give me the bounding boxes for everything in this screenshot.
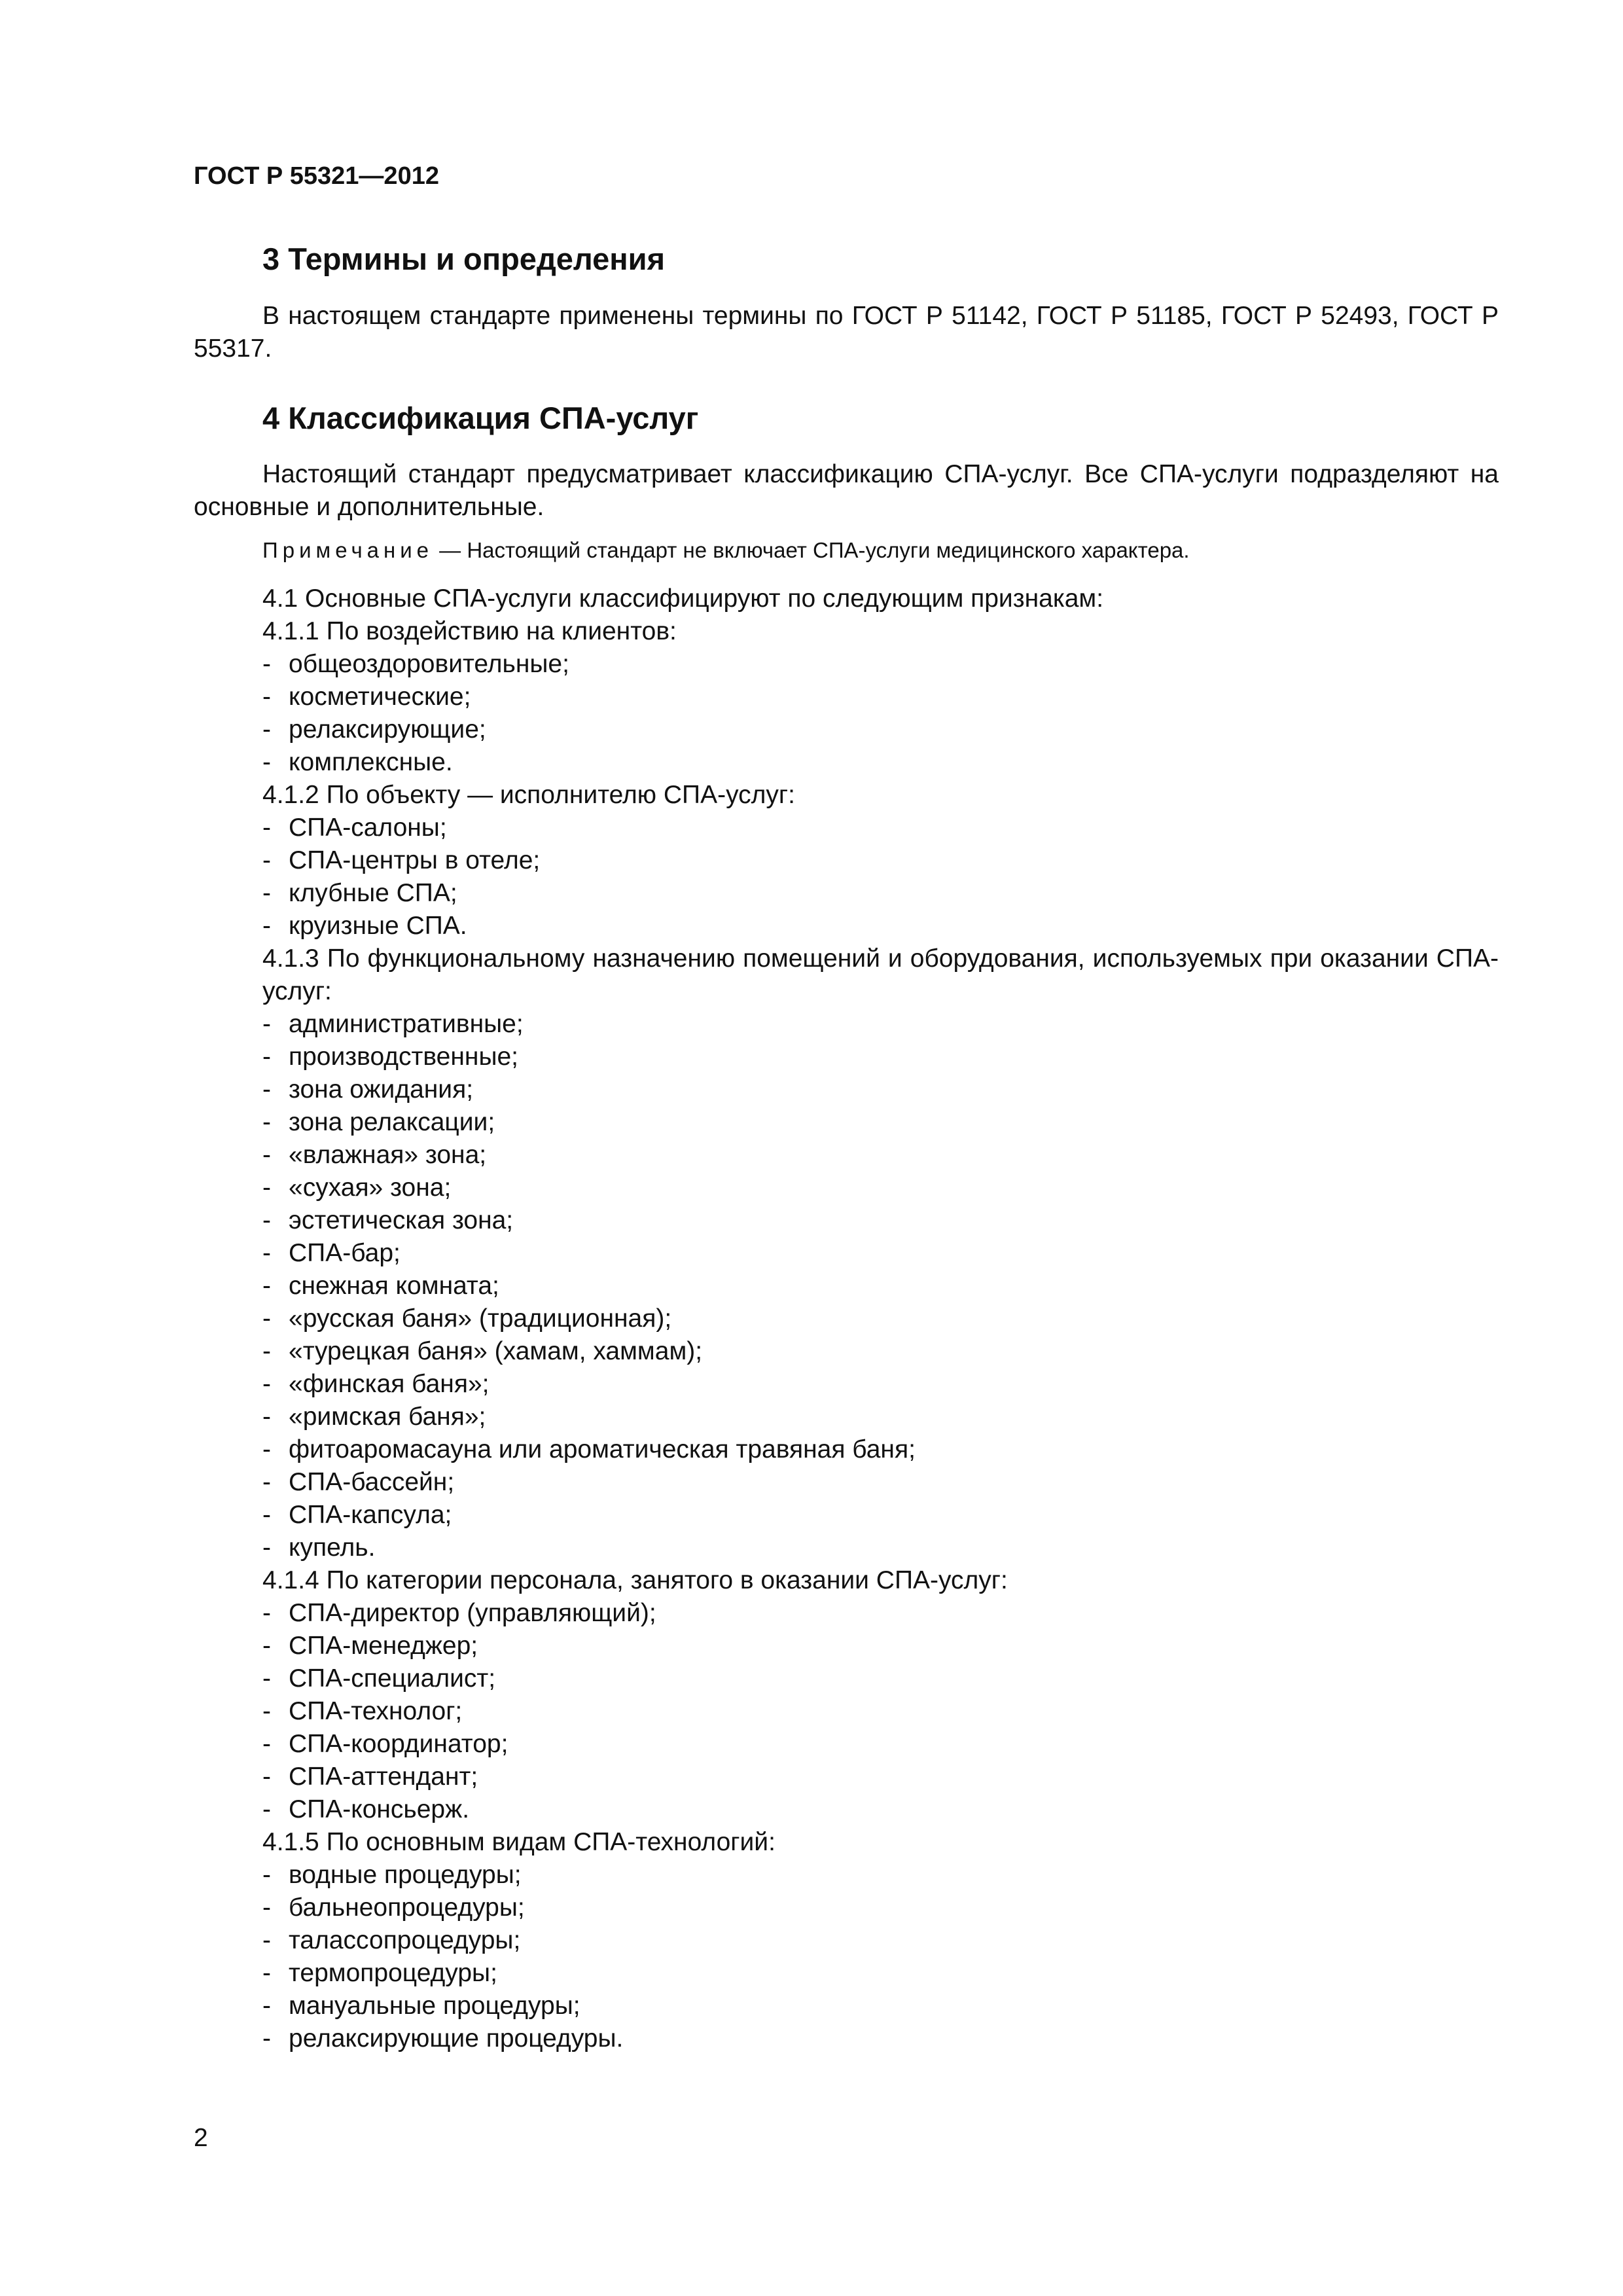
bullet-dash: - [262, 1239, 271, 1267]
note-text: — Настоящий стандарт не включает СПА-услуги медицинского характера. [433, 538, 1190, 562]
bullet-dash: - [262, 1730, 271, 1758]
list-item [194, 1630, 1499, 1662]
bullet-dash: - [262, 1010, 271, 1038]
bullet-dash: - [262, 1304, 271, 1333]
bullet-dash: - [262, 1435, 271, 1463]
bullet-dash: - [262, 683, 271, 711]
bullet-dash: - [262, 1108, 271, 1136]
list-item [194, 1041, 1499, 1073]
clause-4-1-3 [194, 942, 1499, 1008]
list-item-text: мануальные процедуры; [289, 1992, 580, 2020]
bullet-dash: - [262, 650, 271, 678]
list-item [194, 877, 1499, 910]
list-item-text: термопроцедуры; [289, 1959, 497, 1987]
list-item-text: СПА-директор (управляющий); [289, 1599, 656, 1627]
note [262, 538, 1190, 563]
list-item [194, 1433, 1499, 1466]
list-item [194, 1204, 1499, 1237]
list-item [194, 1990, 1499, 2022]
bullet-dash: - [262, 1043, 271, 1071]
list-4-1-5 [194, 1859, 1499, 2055]
list-item [194, 1957, 1499, 1990]
list-item [194, 1466, 1499, 1499]
list-item-text: производственные; [289, 1043, 518, 1071]
list-item-text: косметические; [289, 683, 471, 711]
list-item [194, 1761, 1499, 1793]
list-item [194, 1532, 1499, 1564]
bullet-dash: - [262, 1075, 271, 1103]
bullet-dash: - [262, 1926, 271, 1954]
section-3-paragraph [194, 300, 1499, 365]
bullet-dash: - [262, 879, 271, 907]
bullet-dash: - [262, 1403, 271, 1431]
list-item [194, 1073, 1499, 1106]
list-item-text: фитоаромасауна или ароматическая травяная баня; [289, 1435, 916, 1463]
list-item [194, 910, 1499, 942]
bullet-dash: - [262, 814, 271, 842]
list-item [194, 1172, 1499, 1204]
clause-4-1: 4.1 Основные СПА-услуги классифицируют по следующим признакам: [262, 584, 1104, 613]
list-item-text: СПА-центры в отеле; [289, 846, 541, 874]
list-item [194, 1401, 1499, 1433]
list-item-text: СПА-аттендант; [289, 1763, 478, 1791]
list-item-text: СПА-менеджер; [289, 1632, 478, 1660]
list-item-text: СПА-капсула; [289, 1501, 452, 1529]
list-item-text: СПА-технолог; [289, 1697, 463, 1725]
bullet-dash: - [262, 1763, 271, 1791]
list-item [194, 1695, 1499, 1728]
list-item [194, 746, 1499, 779]
bullet-dash: - [262, 1272, 271, 1300]
bullet-dash: - [262, 715, 271, 744]
list-item-text: круизные СПА. [289, 912, 467, 940]
list-item-text: административные; [289, 1010, 524, 1038]
list-item [194, 1499, 1499, 1532]
bullet-dash: - [262, 1468, 271, 1496]
list-item [194, 1892, 1499, 1924]
bullet-dash: - [262, 1337, 271, 1365]
section-4-intro: Настоящий стандарт предусматривает классификацию СПА-услуг. Все СПА-услуги подразделяют на основные и дополнительные. [194, 460, 1499, 521]
bullet-dash: - [262, 846, 271, 874]
list-item-text: бальнеопроцедуры; [289, 1893, 525, 1922]
section-3-heading: 3 Термины и определения [262, 242, 665, 276]
bullet-dash: - [262, 1370, 271, 1398]
list-item-text: зона ожидания; [289, 1075, 474, 1103]
clause-4-1-2: 4.1.2 По объекту — исполнителю СПА-услуг: [262, 781, 795, 809]
section-3-text: В настоящем стандарте применены термины по ГОСТ Р 51142, ГОСТ Р 51185, ГОСТ Р 52493, ГОСТ Р 55317. [194, 302, 1499, 363]
list-4-1-1 [194, 648, 1499, 779]
list-item [194, 681, 1499, 713]
list-item-text: СПА-бассейн; [289, 1468, 455, 1496]
bullet-dash: - [262, 1141, 271, 1169]
list-item-text: талассопроцедуры; [289, 1926, 521, 1954]
list-item [194, 1237, 1499, 1270]
bullet-dash: - [262, 1893, 271, 1922]
list-item [194, 1728, 1499, 1761]
list-item-text: водные процедуры; [289, 1861, 522, 1889]
list-item-text: комплексные. [289, 748, 453, 776]
bullet-dash: - [262, 748, 271, 776]
list-item-text: клубные СПА; [289, 879, 457, 907]
bullet-dash: - [262, 2024, 271, 2053]
classification-list [194, 583, 1499, 2055]
list-item-text: «римская баня»; [289, 1403, 486, 1431]
list-item [194, 812, 1499, 844]
list-item [194, 648, 1499, 681]
bullet-dash: - [262, 1861, 271, 1889]
list-item [194, 713, 1499, 746]
section-4-heading: 4 Классификация СПА-услуг [262, 401, 699, 435]
list-item-text: «русская баня» (традиционная); [289, 1304, 672, 1333]
clause-4-1-1: 4.1.1 По воздействию на клиентов: [262, 617, 677, 645]
list-item [194, 1302, 1499, 1335]
bullet-dash: - [262, 912, 271, 940]
list-item [194, 1793, 1499, 1826]
list-item [194, 1859, 1499, 1892]
list-item-text: «влажная» зона; [289, 1141, 487, 1169]
bullet-dash: - [262, 1697, 271, 1725]
list-item [194, 1924, 1499, 1957]
list-item-text: «сухая» зона; [289, 1174, 452, 1202]
clause-4-1-5: 4.1.5 По основным видам СПА-технологий: [262, 1828, 776, 1856]
bullet-dash: - [262, 1664, 271, 1693]
list-4-1-4 [194, 1597, 1499, 1826]
list-item-text: СПА-салоны; [289, 814, 447, 842]
list-4-1-3 [194, 1008, 1499, 1564]
bullet-dash: - [262, 1206, 271, 1234]
list-item-text: зона релаксации; [289, 1108, 495, 1136]
list-item-text: СПА-консьерж. [289, 1795, 470, 1823]
list-item-text: «турецкая баня» (хамам, хаммам); [289, 1337, 703, 1365]
page-number: 2 [194, 2124, 208, 2152]
list-item [194, 1662, 1499, 1695]
list-item [194, 1597, 1499, 1630]
clause-4-1-4: 4.1.4 По категории персонала, занятого в оказании СПА-услуг: [262, 1566, 1008, 1594]
list-item [194, 1139, 1499, 1172]
list-item-text: релаксирующие; [289, 715, 486, 744]
list-item [194, 1106, 1499, 1139]
list-item [194, 1008, 1499, 1041]
list-item [194, 1368, 1499, 1401]
list-item-text: СПА-специалист; [289, 1664, 496, 1693]
list-4-1-2 [194, 812, 1499, 942]
bullet-dash: - [262, 1174, 271, 1202]
list-item [194, 844, 1499, 877]
list-item-text: эстетическая зона; [289, 1206, 514, 1234]
bullet-dash: - [262, 1501, 271, 1529]
note-label: Примечание [262, 538, 434, 562]
document-code: ГОСТ Р 55321—2012 [194, 162, 439, 190]
list-item-text: СПА-бар; [289, 1239, 401, 1267]
list-item [194, 2022, 1499, 2055]
bullet-dash: - [262, 1959, 271, 1987]
bullet-dash: - [262, 1992, 271, 2020]
list-item-text: купель. [289, 1534, 376, 1562]
bullet-dash: - [262, 1599, 271, 1627]
bullet-dash: - [262, 1534, 271, 1562]
list-item-text: СПА-координатор; [289, 1730, 508, 1758]
list-item-text: «финская баня»; [289, 1370, 490, 1398]
list-item-text: снежная комната; [289, 1272, 499, 1300]
bullet-dash: - [262, 1632, 271, 1660]
section-4-intro-paragraph [194, 458, 1499, 524]
list-item-text: общеоздоровительные; [289, 650, 569, 678]
list-item-text: релаксирующие процедуры. [289, 2024, 624, 2053]
list-item [194, 1270, 1499, 1302]
bullet-dash: - [262, 1795, 271, 1823]
clause-4-1-3-text: 4.1.3 По функциональному назначению помещений и оборудования, используемых при оказании СПА-услуг: [262, 944, 1499, 1005]
list-item [194, 1335, 1499, 1368]
